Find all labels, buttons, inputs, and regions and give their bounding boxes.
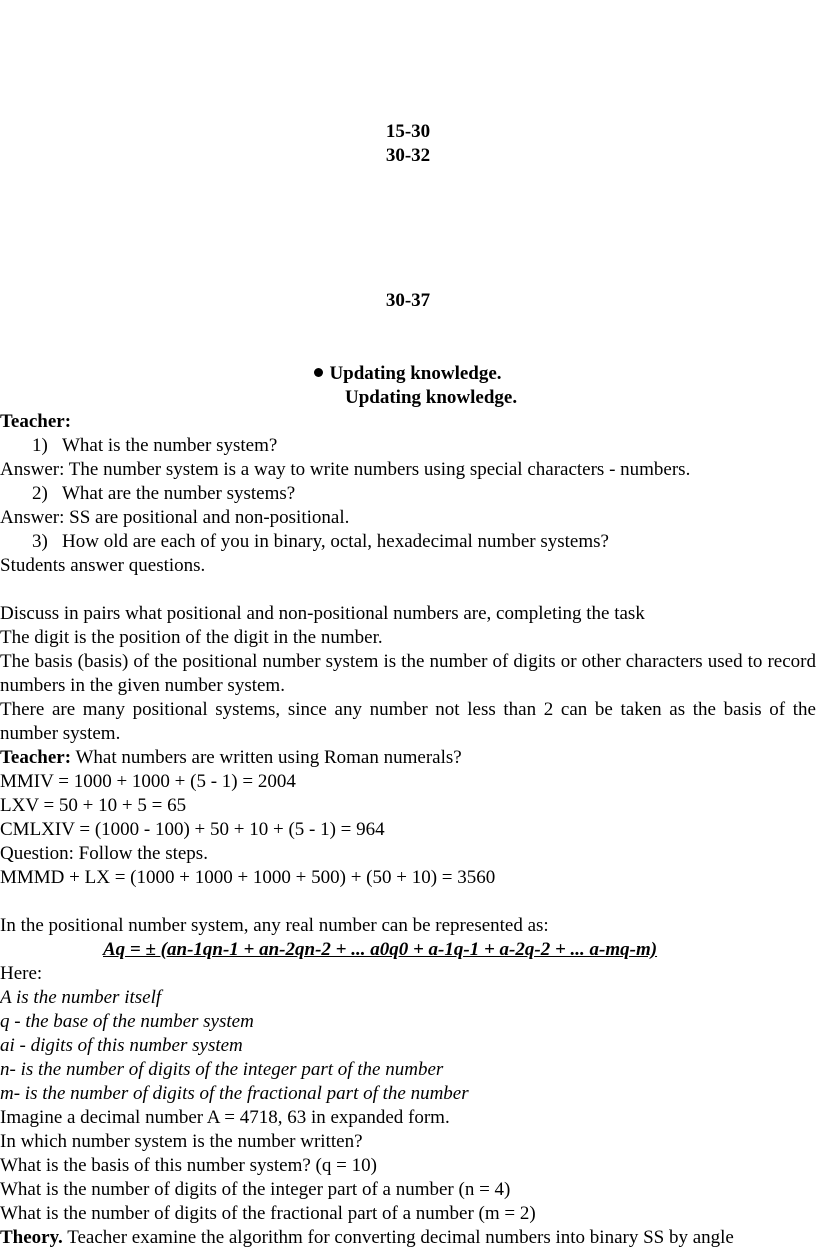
theory-text: Teacher examine the algorithm for converting decimal numbers into binary SS by angle [62, 1227, 734, 1248]
positional-formula: Aq = ± (an-1qn-1 + an-2qn-2 + ... a0q0 + a-1q-1 + a-2q-2 + ... a-mq-m) [103, 939, 658, 960]
question-3 [32, 530, 609, 554]
roman-example-2: LXV = 50 + 10 + 5 = 65 [0, 795, 187, 816]
students-answer: Students answer questions. [0, 555, 206, 576]
exercise-line-5: What is the number of digits of the fractional part of a number (m = 2) [0, 1203, 536, 1224]
question-number: 1) [32, 435, 48, 456]
definition-a: A is the number itself [0, 987, 162, 1008]
question-text: How old are each of you in binary, octal, hexadecimal number systems? [62, 531, 609, 552]
exercise-line-2: In which number system is the number written? [0, 1131, 363, 1152]
roman-question-text: What numbers are written using Roman numerals? [71, 747, 462, 768]
basis-definition: The basis (basis) of the positional number system is the number of digits or other characters used to record numbers in the given number system. [0, 651, 816, 696]
question-text: What are the number systems? [62, 483, 296, 504]
teacher-label: Teacher: [0, 747, 72, 768]
teacher-label: Teacher: [0, 411, 72, 432]
question-number: 3) [32, 531, 48, 552]
theory-line [0, 1226, 734, 1250]
exercise-line-1: Imagine a decimal number A = 4718, 63 in expanded form. [0, 1107, 450, 1128]
roman-question [0, 746, 462, 770]
follow-steps: Question: Follow the steps. [0, 843, 208, 864]
time-marker-1: 15-30 [385, 121, 431, 142]
digit-definition: The digit is the position of the digit in the number. [0, 627, 383, 648]
question-text: What is the number system? [62, 435, 278, 456]
positional-intro: In the positional number system, any real number can be represented as: [0, 915, 549, 936]
roman-sum: MMMD + LX = (1000 + 1000 + 1000 + 500) + (50 + 10) = 3560 [0, 867, 496, 888]
exercise-line-4: What is the number of digits of the integer part of a number (n = 4) [0, 1179, 511, 1200]
definition-n: n- is the number of digits of the integer part of the number [0, 1059, 444, 1080]
discussion-intro: Discuss in pairs what positional and non-positional numbers are, completing the task [0, 603, 645, 624]
stage-subtitle: Updating knowledge. [345, 387, 518, 408]
here-label: Here: [0, 963, 43, 984]
many-systems: There are many positional systems, since any number not less than 2 can be taken as the basis of the number system. [0, 699, 816, 744]
exercise-line-3: What is the basis of this number system? (q = 10) [0, 1155, 377, 1176]
question-number: 2) [32, 483, 48, 504]
question-2 [32, 482, 295, 506]
bullet-icon [314, 368, 323, 377]
answer-1: Answer: The number system is a way to write numbers using special characters - numbers. [0, 459, 691, 480]
answer-2: Answer: SS are positional and non-positional. [0, 507, 350, 528]
time-marker-3: 30-37 [385, 290, 431, 311]
theory-label: Theory. [0, 1227, 63, 1248]
time-marker-2: 30-32 [385, 145, 431, 166]
definition-m: m- is the number of digits of the fractional part of the number [0, 1083, 469, 1104]
roman-example-1: MMIV = 1000 + 1000 + (5 - 1) = 2004 [0, 771, 296, 792]
question-1 [32, 434, 277, 458]
stage-bullet-heading [0, 362, 816, 386]
roman-example-3: CMLXIV = (1000 - 100) + 50 + 10 + (5 - 1) = 964 [0, 819, 385, 840]
stage-title: Updating knowledge. [329, 363, 502, 384]
definition-q: q - the base of the number system [0, 1011, 254, 1032]
definition-ai: ai - digits of this number system [0, 1035, 243, 1056]
